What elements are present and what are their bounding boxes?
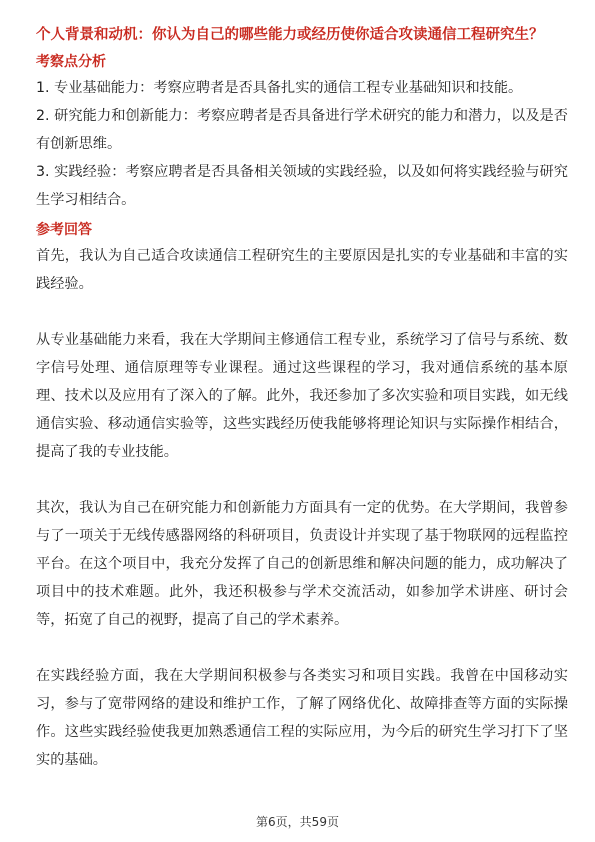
answer-paragraph: 其次，我认为自己在研究能力和创新能力方面具有一定的优势。在大学期间，我曾参与了一项关于无线传感器网络的科研项目，负责设计并实现了基于物联网的远程监控平台。在这个项目中，我充分发挥了自己的创新思维和解决问题的能力，成功解决了项目中的技术难题。此外，我还积极参与学术交流活动，如参加学术讲座、研讨会等，拓宽了自己的视野，提高了自己的学术素养。: [36, 500, 568, 628]
answer-paragraph: 从专业基础能力来看，我在大学期间主修通信工程专业，系统学习了信号与系统、数字信号处理、通信原理等专业课程。通过这些课程的学习，我对通信系统的基本原理、技术以及应用有了深入的了解。此外，我还参加了多次实验和项目实践，如无线通信实验、移动通信实验等，这些实践经历使我能够将理论知识与实际操作相结合，提高了我的专业技能。: [36, 332, 568, 460]
answer-paragraph: 在实践经验方面，我在大学期间积极参与各类实习和项目实践。我曾在中国移动实习，参与了宽带网络的建设和维护工作，了解了网络优化、故障排查等方面的实际操作。这些实践经验使我更加熟悉通信工程的实际应用，为今后的研究生学习打下了坚实的基础。: [36, 668, 568, 768]
analysis-point: 1. 专业基础能力：考察应聘者是否具备扎实的通信工程专业基础知识和技能。: [36, 80, 523, 96]
answer-paragraph: 首先，我认为自己适合攻读通信工程研究生的主要原因是扎实的专业基础和丰富的实践经验。: [36, 248, 568, 292]
answer-title: 参考回答: [36, 222, 92, 238]
document-page: [36, 24, 568, 802]
analysis-point: 3. 实践经验：考察应聘者是否具备相关领域的实践经验，以及如何将实践经验与研究生学习相结合。: [36, 164, 568, 208]
analysis-title: 考察点分析: [36, 54, 106, 70]
answer-section: [36, 220, 568, 774]
analysis-point: 2. 研究能力和创新能力：考察应聘者是否具备进行学术研究的能力和潜力，以及是否有创新思维。: [36, 108, 568, 152]
question-heading: 个人背景和动机：你认为自己的哪些能力或经历使你适合攻读通信工程研究生？: [36, 27, 544, 43]
page-number: 第6页，共59页: [256, 815, 339, 829]
analysis-section: [36, 52, 568, 214]
